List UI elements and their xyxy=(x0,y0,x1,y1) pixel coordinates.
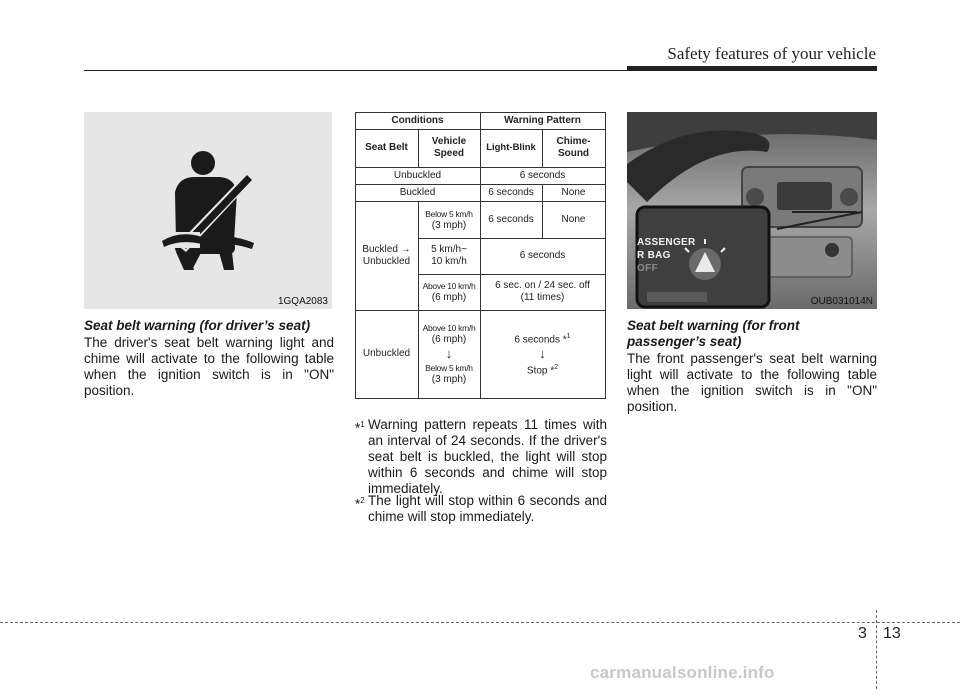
footnote-number: 2 xyxy=(360,496,365,505)
asterisk: * xyxy=(355,496,361,512)
table-cell-condition: Unbuckled xyxy=(362,348,411,359)
footnote-mark: 2 xyxy=(554,364,559,371)
image-code: 1GQA2083 xyxy=(277,296,328,307)
airbag-label-line: ASSENGER xyxy=(637,237,696,248)
footnote-2 xyxy=(355,493,607,525)
table-cell-pattern: 6 seconds xyxy=(519,250,566,261)
table-header-warning-pattern: Warning Pattern xyxy=(504,114,581,126)
pattern-main xyxy=(514,331,570,346)
footnote-1 xyxy=(355,417,607,497)
airbag-label-line: R BAG xyxy=(637,250,671,261)
footer-divider xyxy=(876,610,877,689)
table-cell-pattern xyxy=(480,310,605,398)
driver-seat-paragraph: The driver's seat belt warning light and chime will activate to the following table when the ignition switch is in "ON" position. xyxy=(84,335,334,398)
speed-kmh: Below 5 km/h xyxy=(425,208,473,219)
footnote-marker xyxy=(355,417,365,437)
driver-seat-heading: Seat belt warning (for driver’s seat) xyxy=(84,318,311,333)
down-arrow-icon: ↓ xyxy=(539,346,546,361)
warning-pattern-table xyxy=(355,112,605,399)
speed-mph: (3 mph) xyxy=(431,374,467,385)
table-header-chime-sound: Chime-Sound xyxy=(556,136,591,159)
chapter-number: 3 xyxy=(858,625,867,642)
table-cell-speed xyxy=(418,201,480,238)
dashboard-illustration xyxy=(627,112,877,309)
footer-rule xyxy=(0,622,960,623)
pattern-text: Stop * xyxy=(526,365,555,377)
table-header-light-blink: Light-Blink xyxy=(486,142,536,153)
watermark: carmanualsonline.info xyxy=(590,663,775,682)
speed-mph: (6 mph) xyxy=(431,292,467,303)
pattern-text: 6 seconds * xyxy=(514,334,567,345)
footnote-mark: 1 xyxy=(566,332,571,340)
speed-kmh: Above 10 km/h xyxy=(422,323,476,333)
table-cell-chime: None xyxy=(561,213,586,225)
table-cell-light: 6 seconds xyxy=(488,213,534,225)
speed-kmh: Below 5 km/h xyxy=(425,363,473,373)
header-rule-accent xyxy=(627,66,877,71)
table-cell-speed xyxy=(418,238,480,274)
page-number: 13 xyxy=(883,625,901,642)
seat-belt-warning-icon xyxy=(84,112,332,309)
table-header-seat-belt: Seat Belt xyxy=(365,142,408,153)
table-cell-speed xyxy=(418,274,480,310)
table-header-vehicle-speed: Vehicle Speed xyxy=(431,136,467,159)
dashboard-photo xyxy=(627,112,877,309)
table-cell-pattern: 6 seconds xyxy=(519,169,566,181)
speed-mph: (6 mph) xyxy=(431,334,467,345)
speed-mph: (3 mph) xyxy=(431,219,467,231)
passenger-seat-paragraph: The front passenger's seat belt warning light will activate to the following table when the ignition switch is in "ON" position. xyxy=(627,351,877,414)
table-cell-condition: Buckled → Unbuckled xyxy=(362,243,411,267)
table-header-conditions: Conditions xyxy=(391,114,444,126)
down-arrow-icon: ↓ xyxy=(445,346,453,361)
table-cell-speed xyxy=(418,310,480,398)
pattern-main: 6 sec. on / 24 sec. off xyxy=(495,280,590,291)
airbag-label-text xyxy=(637,236,696,275)
asterisk: * xyxy=(355,420,361,436)
footnote-text: The light will stop within 6 seconds and chime will stop immediately. xyxy=(368,493,607,524)
table-cell-chime: None xyxy=(561,186,586,198)
speed-kmh: 5 km/h~ xyxy=(431,244,467,255)
page-header-title: Safety features of your vehicle xyxy=(667,44,876,63)
seat-belt-icon-image xyxy=(84,112,332,309)
table-cell-light: 6 seconds xyxy=(488,186,534,198)
footnote-text: Warning pattern repeats 11 times with an interval of 24 seconds. If the driver's seat belt is buckled, the light will stop within 6 seconds and chime will stop immediately. xyxy=(368,417,607,496)
pattern-repeat: (11 times) xyxy=(520,292,565,303)
table-cell-pattern xyxy=(480,274,605,310)
speed-kmh-upper: 10 km/h xyxy=(431,256,467,267)
airbag-label-line: OFF xyxy=(637,263,658,274)
passenger-seat-heading: Seat belt warning (for front passenger’s seat) xyxy=(627,318,800,349)
image-code: OUB031014N xyxy=(810,296,873,307)
table-cell-condition: Unbuckled xyxy=(393,169,442,181)
pattern-stop xyxy=(527,362,558,377)
footnote-number: 1 xyxy=(360,420,365,429)
table-cell-condition: Buckled xyxy=(399,186,436,198)
footnote-marker xyxy=(355,493,365,513)
speed-kmh: Above 10 km/h xyxy=(422,281,476,291)
